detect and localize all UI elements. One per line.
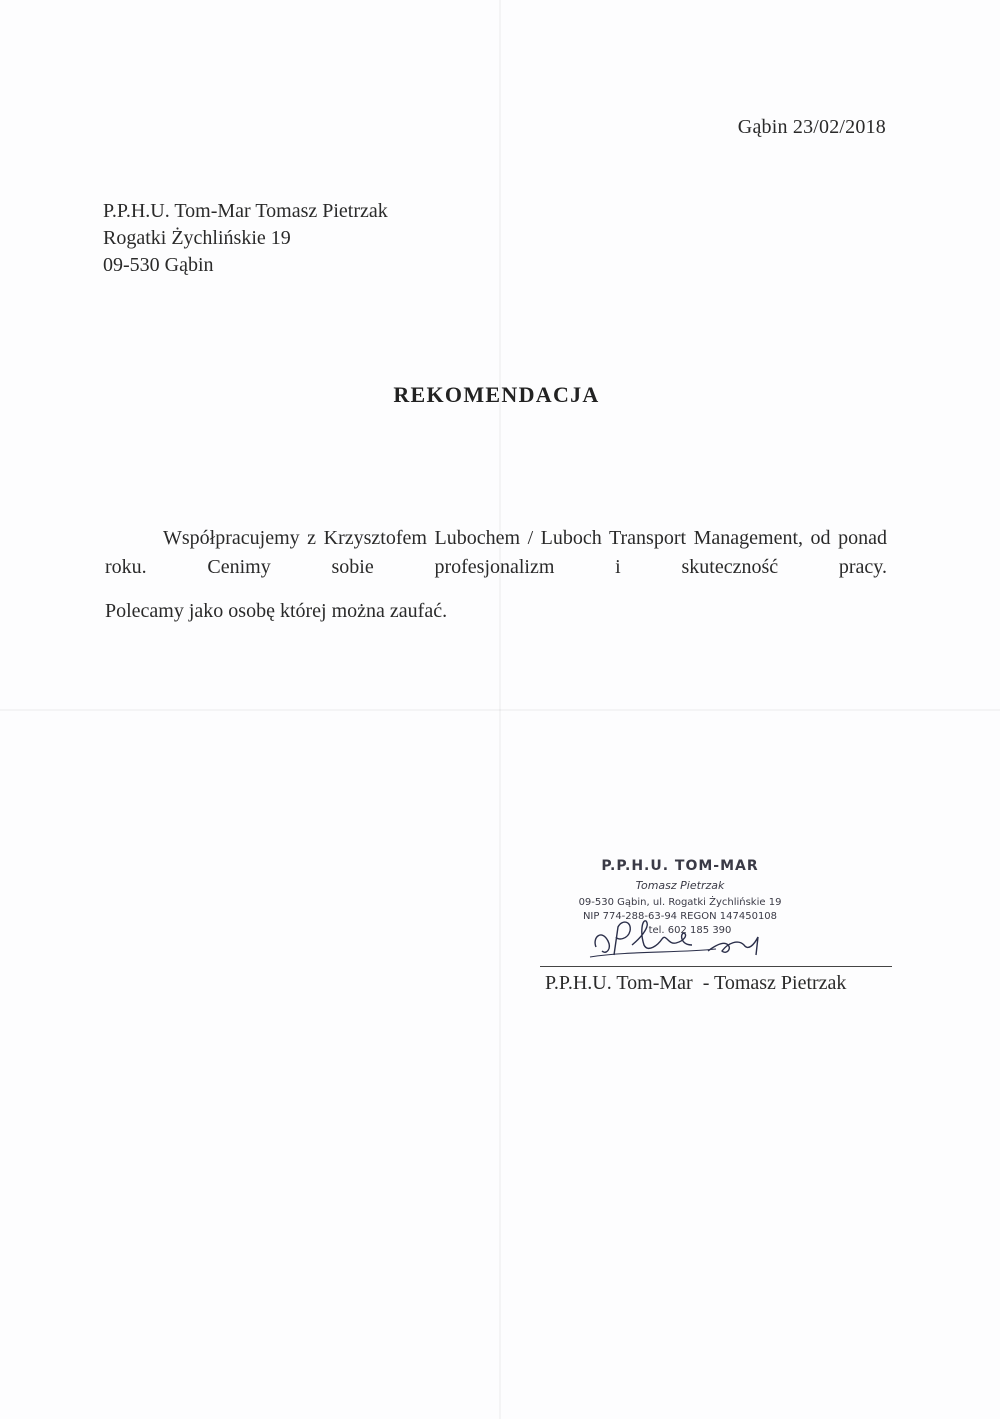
document-title: REKOMENDACJA xyxy=(393,382,600,407)
stamp-company-name: P.P.H.U. TOM-MAR xyxy=(601,858,759,874)
stamp-owner-name: Tomasz Pietrzak xyxy=(635,879,725,892)
body-paragraph-2: Polecamy jako osobę której można zaufać. xyxy=(105,600,448,622)
stamp-phone: tel. 602 185 390 xyxy=(648,925,732,936)
stamp-tax-ids: NIP 774-288-63-94 REGON 147450108 xyxy=(582,911,778,922)
sender-postal-city: 09-530 Gąbin xyxy=(103,254,214,276)
sender-company: P.P.H.U. Tom-Mar Tomasz Pietrzak xyxy=(103,200,388,222)
stamp-address: 09-530 Gąbin, ul. Rogatki Żychlińskie 19 xyxy=(578,897,782,908)
body-paragraph-1: Współpracujemy z Krzysztofem Lubochem / Luboch Transport Management, od ponad roku. Cenimy sobie profesjonalizm i skuteczność pracy. xyxy=(105,527,887,578)
paper-fold-horizontal xyxy=(0,709,1000,711)
letter-body xyxy=(105,524,887,626)
signature-line xyxy=(540,966,892,967)
handwritten-signature xyxy=(588,915,778,963)
sender-address xyxy=(103,198,388,279)
date-line: Gąbin 23/02/2018 xyxy=(737,116,886,138)
signature-caption: P.P.H.U. Tom-Mar - Tomasz Pietrzak xyxy=(545,972,847,994)
sender-street: Rogatki Żychlińskie 19 xyxy=(103,227,291,249)
